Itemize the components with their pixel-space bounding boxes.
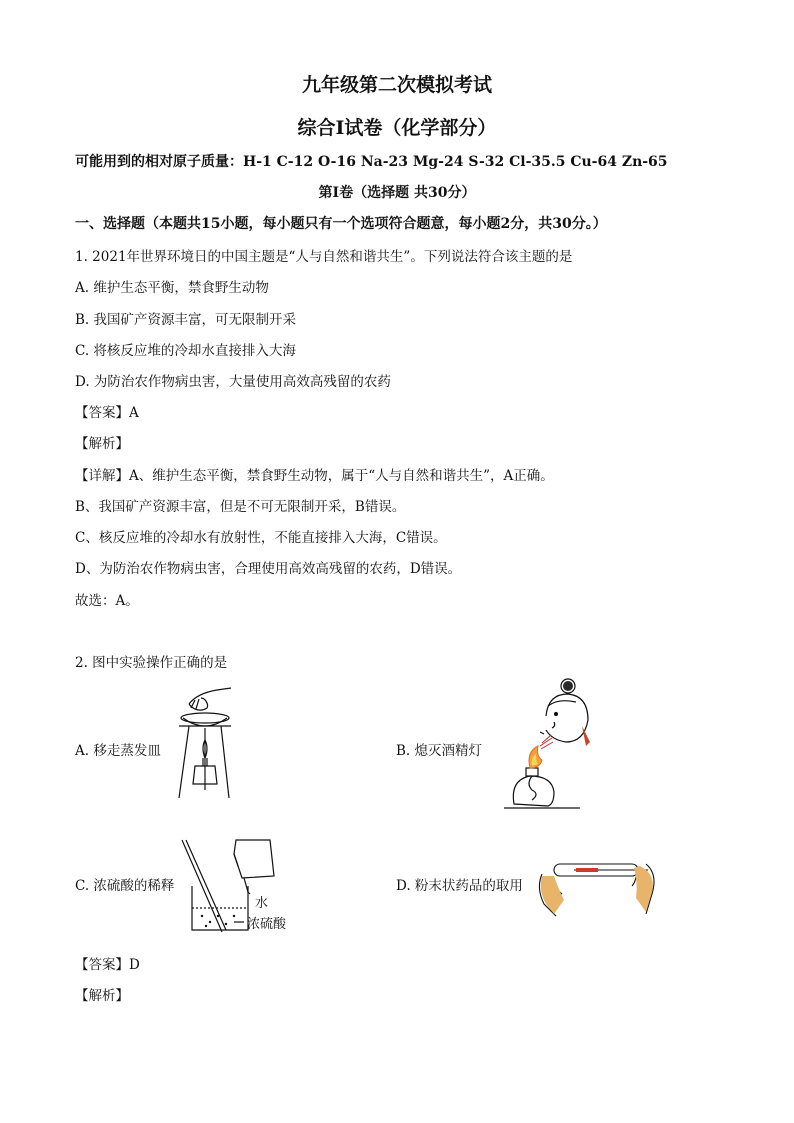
page-title: 九年级第二次模拟考试 xyxy=(301,74,492,96)
q2-option-c: C. 浓硫酸的稀释 xyxy=(75,878,175,894)
q2-answer: 【答案】D xyxy=(75,957,140,973)
q1-detail-c: C、核反应堆的冷却水有放射性，不能直接排入大海，C错误。 xyxy=(75,530,447,546)
q1-option-d: D. 为防治农作物病虫害，大量使用高效高残留的农药 xyxy=(75,374,391,390)
q1-option-a: A. 维护生态平衡，禁食野生动物 xyxy=(75,280,269,296)
q2-stem: 2. 图中实验操作正确的是 xyxy=(75,655,228,671)
q1-detail-b: B、我国矿产资源丰富，但是不可无限制开采，B错误。 xyxy=(75,499,406,515)
q1-choice: 故选：A。 xyxy=(75,593,139,609)
q1-stem: 1. 2021年世界环境日的中国主题是“人与自然和谐共生”。下列说法符合该主题的是 xyxy=(75,249,573,265)
q1-option-c: C. 将核反应堆的冷却水直接排入大海 xyxy=(75,343,296,359)
q2-option-a: A. 移走蒸发皿 xyxy=(75,743,161,759)
part-one-heading: 一、选择题（本题共15小题，每小题只有一个选项符合题意，每小题2分，共30分。） xyxy=(75,216,607,232)
atomic-masses: 可能用到的相对原子质量：H-1 C-12 O-16 Na-23 Mg-24 S-32 Cl-35.5 Cu-64 Zn-65 xyxy=(75,154,668,170)
evaporating-dish-figure xyxy=(165,686,245,804)
q1-analysis: 【解析】 xyxy=(75,436,129,452)
q1-answer: 【答案】A xyxy=(75,405,139,421)
powder-transfer-figure xyxy=(536,854,660,918)
q2-option-d: D. 粉末状药品的取用 xyxy=(396,878,523,894)
q1-detail-a: 【详解】A、维护生态平衡，禁食野生动物，属于“人与自然和谐共生”，A正确。 xyxy=(75,468,554,484)
alcohol-lamp-figure xyxy=(496,676,592,814)
acid-label: 浓硫酸 xyxy=(247,917,287,932)
q2-option-b: B. 熄灭酒精灯 xyxy=(396,743,483,759)
water-label: 水 xyxy=(255,896,269,911)
page-subtitle: 综合I试卷（化学部分） xyxy=(297,117,497,139)
q1-detail-d: D、为防治农作物病虫害，合理使用高效高残留的农药，D错误。 xyxy=(75,561,462,577)
section-title: 第I卷（选择题 共30分） xyxy=(318,185,476,201)
q2-analysis: 【解析】 xyxy=(75,988,129,1004)
q1-option-b: B. 我国矿产资源丰富，可无限制开采 xyxy=(75,312,297,328)
